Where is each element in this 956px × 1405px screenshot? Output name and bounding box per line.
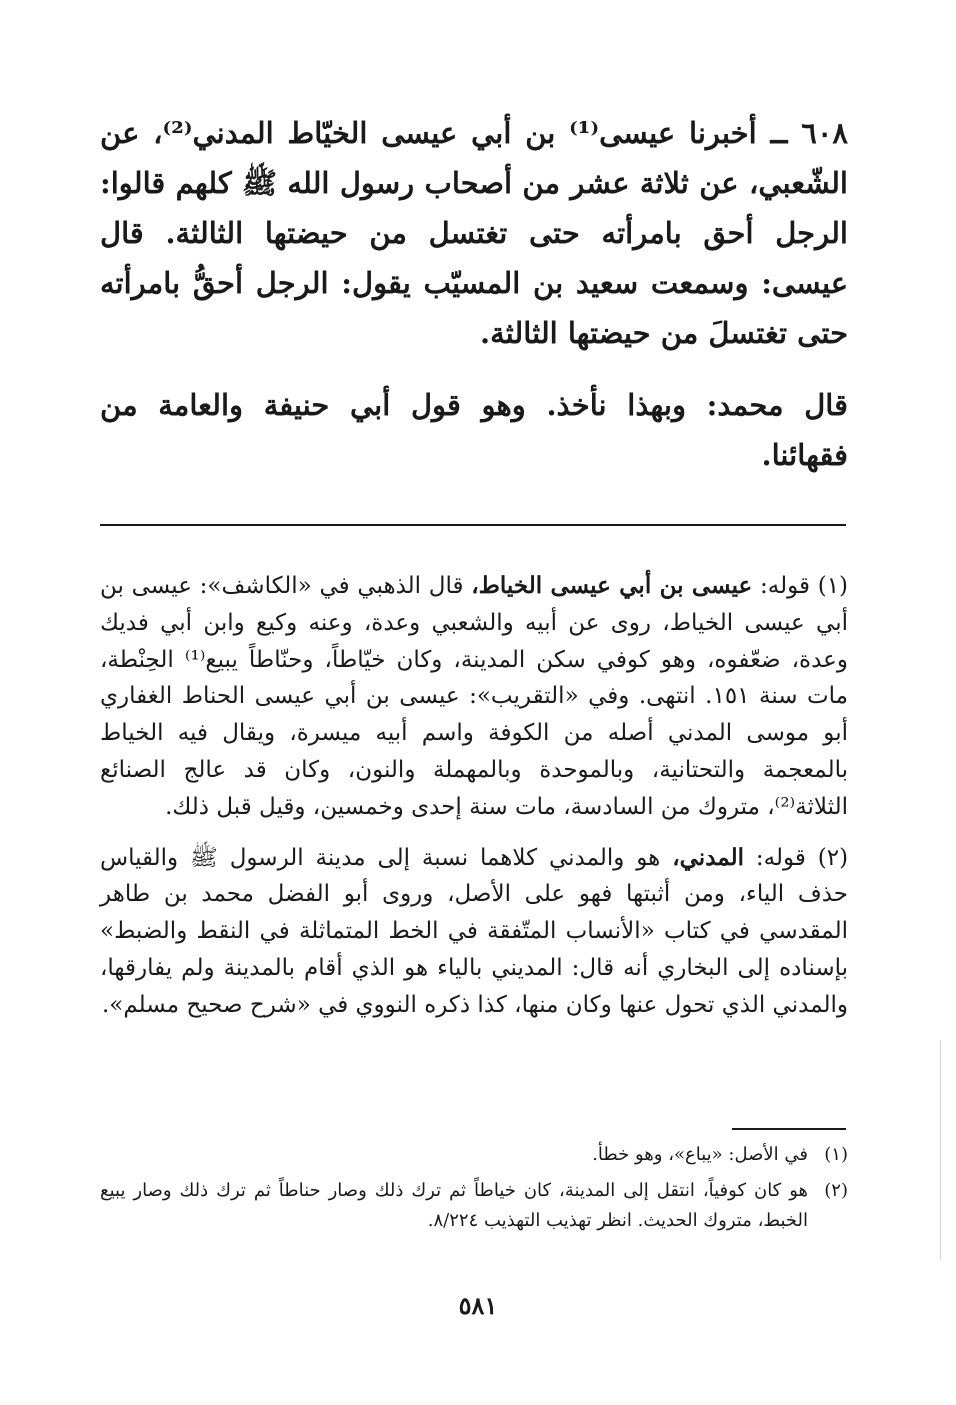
commentary-lead: قوله: — [760, 573, 810, 599]
footnote-separator-line — [732, 1128, 846, 1130]
footnote-1 — [100, 1140, 848, 1170]
page-number: ٥٨١ — [458, 1291, 498, 1320]
scan-edge-mark — [940, 1040, 941, 1260]
footnotes-section — [100, 1140, 848, 1236]
footnote-text: هو كان كوفياً، انتقل إلى المدينة، كان خياطاً ثم ترك ذلك وصار حناطاً ثم ترك ذلك وصار يبيع الخبط، متروك الحديث. انظر تهذيب التهذيب ٨/٢٢٤. — [100, 1180, 808, 1231]
main-text — [100, 108, 848, 480]
commentary-note-1 — [100, 568, 848, 826]
footnote-number: (١) — [824, 1144, 848, 1165]
main-separator-line — [100, 524, 846, 526]
commentary-body: قال الذهبي في «الكاشف»: عيسى بن أبي عيسى الخياط، روى عن أبيه والشعبي وعدة، وعنه وكيع وابن أبي فديك وعدة، ضعّفوه، وهو كوفي سكن المدينة، وكان خيّاطاً، وحنّاطاً يبيع⁽¹⁾ الحِنْطة، مات سنة ١٥١. انتهى. وفي «التقريب»: عيسى بن أبي عيسى الحناط الغفاري أبو موسى المدني أصله من الكوفة واسم أبيه ميسرة، ويقال فيه الخياط بالمعجمة والتحتانية، وبالموحدة وبالمهملة والنون، وكان قد عالج الصنائع الثلاثة⁽²⁾، متروك من السادسة، مات سنة إحدى وخمسين، وقيل قبل ذلك. — [100, 573, 848, 820]
commentary-number: (١) — [817, 573, 849, 599]
commentary-note-2 — [100, 840, 848, 1024]
hadith-paragraph: ٦٠٨ ــ أخبرنا عيسى⁽¹⁾ بن أبي عيسى الخيّاط المدني⁽²⁾، عن الشّعبي، عن ثلاثة عشر من أصحاب رسول الله ﷺ كلهم قالوا: الرجل أحق بامرأته حتى تغتسل من حيضتها الثالثة. قال عيسى: وسمعت سعيد بن المسيّب يقول: الرجل أحقُّ بامرأته حتى تغتسلَ من حيضتها الثالثة. — [100, 116, 848, 350]
commentary-body: هو والمدني كلاهما نسبة إلى مدينة الرسول ﷺ والقياس حذف الياء، ومن أثبتها فهو على الأصل، وروى أبو الفضل محمد بن طاهر المقدسي في كتاب «الأنساب المتّفقة في الخط المتماثلة في النقط والضبط» بإسناده إلى البخاري أنه قال: المديني بالياء هو الذي أقام بالمدينة ولم يفارقها، والمدني الذي تحول عنها وكان منها، كذا ذكره النووي في «شرح صحيح مسلم». — [100, 844, 848, 1018]
footnote-text: في الأصل: «يباع»، وهو خطأ. — [592, 1144, 808, 1165]
ruling-paragraph: قال محمد: وبهذا نأخذ. وهو قول أبي حنيفة والعامة من فقهائنا. — [100, 388, 848, 472]
commentary-lead: قوله: — [755, 844, 806, 871]
commentary-number: (٢) — [817, 844, 849, 871]
commentary-headword: المدني، — [672, 843, 744, 871]
footnote-number: (٢) — [824, 1180, 848, 1201]
commentary-headword: عيسى بن أبي عيسى الخياط، — [471, 572, 753, 599]
commentary-section — [100, 568, 848, 1024]
footnote-2 — [100, 1176, 848, 1236]
